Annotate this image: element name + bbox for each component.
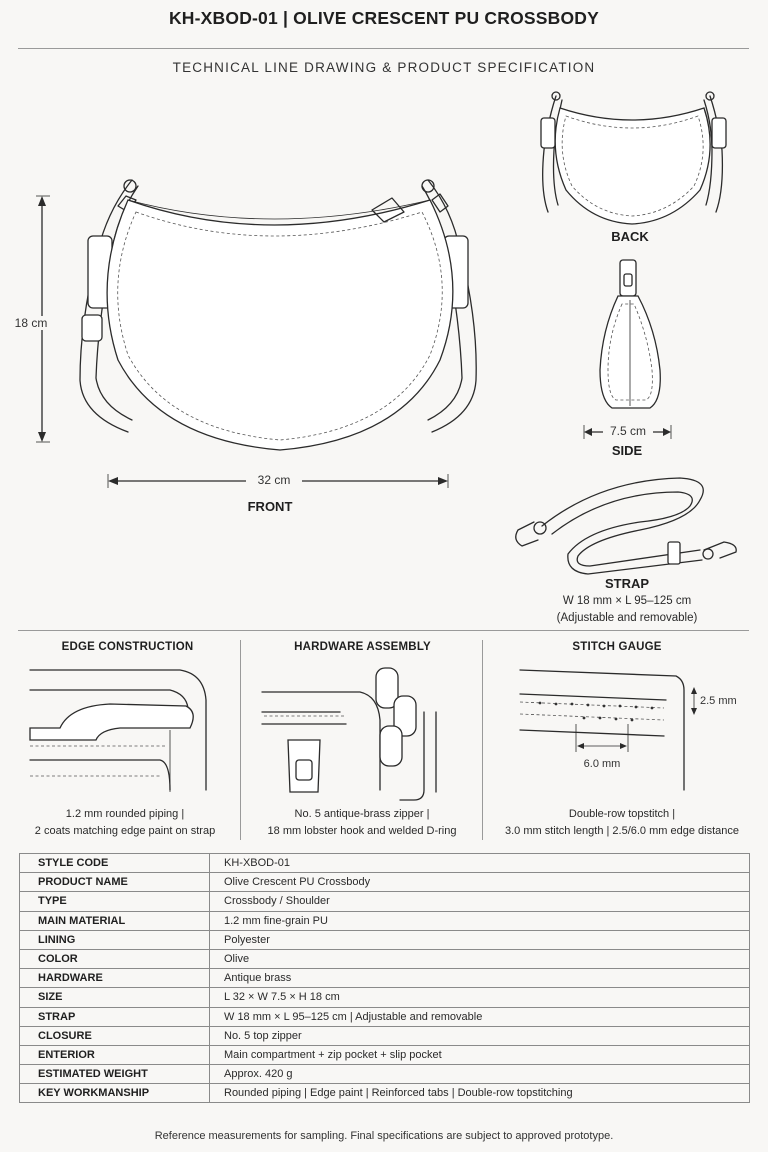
table-row — [20, 949, 750, 968]
table-row — [20, 911, 750, 930]
spec-value: Approx. 420 g — [210, 1065, 750, 1084]
hardware-caption-line1: No. 5 antique-brass zipper | — [294, 808, 430, 820]
spec-table — [19, 853, 750, 1103]
spec-value: Polyester — [210, 930, 750, 949]
table-row — [20, 892, 750, 911]
spec-value: 1.2 mm fine-grain PU — [210, 911, 750, 930]
edge-caption-line1: 1.2 mm rounded piping | — [65, 808, 185, 820]
table-row — [20, 873, 750, 892]
table-row — [20, 1007, 750, 1026]
strap-view-label: STRAP — [604, 576, 650, 591]
spec-value: Olive — [210, 949, 750, 968]
hardware-assembly-heading: HARDWARE ASSEMBLY — [294, 641, 431, 653]
spec-key: COLOR — [20, 949, 210, 968]
edge-distance-dimension: 2.5 mm — [700, 695, 737, 707]
spec-key: HARDWARE — [20, 969, 210, 988]
side-view-label: SIDE — [611, 443, 643, 458]
spec-key: KEY WORKMANSHIP — [20, 1084, 210, 1103]
spec-key: CLOSURE — [20, 1026, 210, 1045]
spec-key: ENTERIOR — [20, 1045, 210, 1064]
depth-dimension: 7.5 cm — [603, 424, 653, 438]
page-title: KH-XBOD-01 | OLIVE CRESCENT PU CROSSBODY — [168, 8, 600, 28]
hardware-caption-line2: 18 mm lobster hook and welded D-ring — [267, 825, 457, 837]
spec-value: Rounded piping | Edge paint | Reinforced tabs | Double-row topstitching — [210, 1084, 750, 1103]
table-row — [20, 1065, 750, 1084]
front-view-label: FRONT — [247, 499, 293, 514]
width-dimension: 32 cm — [246, 473, 302, 487]
spec-key: LINING — [20, 930, 210, 949]
table-row — [20, 1084, 750, 1103]
spec-key: SIZE — [20, 988, 210, 1007]
stitch-caption-line1: Double-row topstitch | — [568, 808, 676, 820]
footer-note: Reference measurements for sampling. Final specifications are subject to approved prototype. — [154, 1130, 614, 1142]
back-view-label: BACK — [611, 229, 649, 244]
spec-value: Main compartment + zip pocket + slip pocket — [210, 1045, 750, 1064]
spec-key: PRODUCT NAME — [20, 873, 210, 892]
spec-value: W 18 mm × L 95–125 cm | Adjustable and removable — [210, 1007, 750, 1026]
spec-key: STRAP — [20, 1007, 210, 1026]
spec-key: TYPE — [20, 892, 210, 911]
strap-note: (Adjustable and removable) — [556, 612, 698, 624]
spec-value: Olive Crescent PU Crossbody — [210, 873, 750, 892]
row-spacing-dimension: 6.0 mm — [583, 758, 621, 770]
stitch-caption-line2: 3.0 mm stitch length | 2.5/6.0 mm edge distance — [505, 825, 739, 837]
stitch-holes — [539, 702, 654, 722]
height-dimension: 18 cm — [0, 316, 62, 330]
edge-caption-line2: 2 coats matching edge paint on strap — [34, 825, 216, 837]
table-row — [20, 930, 750, 949]
table-row — [20, 1045, 750, 1064]
table-row — [20, 1026, 750, 1045]
page-subtitle: TECHNICAL LINE DRAWING & PRODUCT SPECIFICATION — [172, 60, 596, 75]
edge-construction-heading: EDGE CONSTRUCTION — [61, 641, 194, 653]
spec-value: KH-XBOD-01 — [210, 854, 750, 873]
stitch-gauge-heading: STITCH GAUGE — [572, 641, 662, 653]
spec-value: Antique brass — [210, 969, 750, 988]
spec-value: L 32 × W 7.5 × H 18 cm — [210, 988, 750, 1007]
spec-value: Crossbody / Shoulder — [210, 892, 750, 911]
table-row — [20, 988, 750, 1007]
spec-value: No. 5 top zipper — [210, 1026, 750, 1045]
table-row — [20, 969, 750, 988]
spec-key: ESTIMATED WEIGHT — [20, 1065, 210, 1084]
spec-key: MAIN MATERIAL — [20, 911, 210, 930]
spec-key: STYLE CODE — [20, 854, 210, 873]
strap-dimension: W 18 mm × L 95–125 cm — [562, 595, 692, 607]
table-row — [20, 854, 750, 873]
